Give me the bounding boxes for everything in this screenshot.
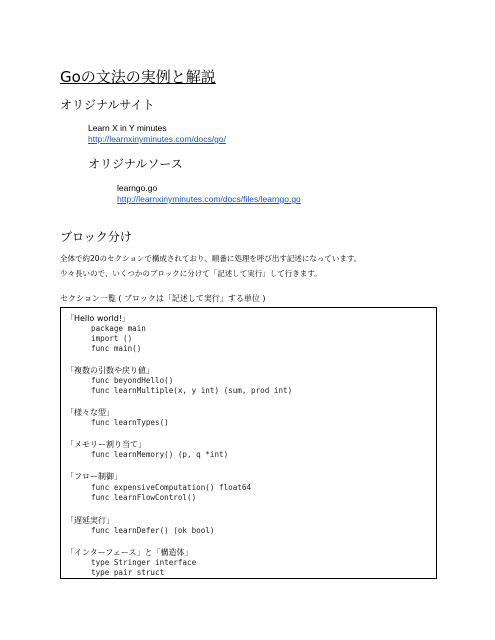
- block-heading: ブロック分け: [60, 230, 132, 244]
- code-line: func learnMemory() (p, q *int): [91, 450, 229, 459]
- original-source-heading: オリジナルソース: [88, 157, 183, 171]
- original-site-link[interactable]: http://learnxinyminutes.com/docs/go/: [88, 134, 226, 144]
- section-title: 「インターフェース」と「構造体」: [66, 548, 193, 557]
- code-line: package main: [91, 324, 146, 333]
- block-paragraph-line-1: 全体で約20のセクションで構成されており、順番に処理を呼び出す記述になっています。: [60, 254, 362, 263]
- section-title: 「遅延実行」: [66, 516, 114, 525]
- code-line: func learnDefer() (ok bool): [91, 526, 215, 535]
- code-line: func learnFlowControl(): [91, 493, 197, 502]
- original-source-name: learngo.go: [117, 183, 158, 193]
- section-title: 「複数の引数や戻り値」: [66, 366, 154, 375]
- code-line: func learnMultiple(x, y int) (sum, prod int): [91, 386, 293, 395]
- code-line: func main(): [91, 344, 142, 353]
- section-list-caption: セクション一覧 ( ブロックは「記述して実行」する単位 ): [60, 294, 266, 303]
- code-line: import (): [91, 334, 133, 343]
- original-source-link[interactable]: http://learnxinyminutes.com/docs/files/learngo.go: [117, 194, 301, 204]
- page-title: Goの文法の実例と解説: [60, 68, 216, 86]
- code-line: func expensiveComputation() float64: [91, 483, 252, 492]
- code-line: func learnTypes(): [91, 418, 169, 427]
- code-line: func beyondHello(): [91, 376, 174, 385]
- code-line: type pair struct: [91, 568, 165, 577]
- original-site-heading: オリジナルサイト: [60, 98, 155, 112]
- section-title: 「フロー制御」: [66, 472, 122, 481]
- original-site-name: Learn X in Y minutes: [88, 123, 167, 133]
- section-title: 「様々な型」: [66, 408, 114, 417]
- section-title: 「メモリー割り当て」: [66, 440, 146, 449]
- block-paragraph-line-2: 少々長いので、いくつかのブロックに分けて「記述して実行」して行きます。: [60, 269, 322, 278]
- section-list-box: [60, 307, 437, 579]
- section-title: 「Hello world!」: [66, 314, 131, 323]
- code-line: type Stringer interface: [91, 558, 197, 567]
